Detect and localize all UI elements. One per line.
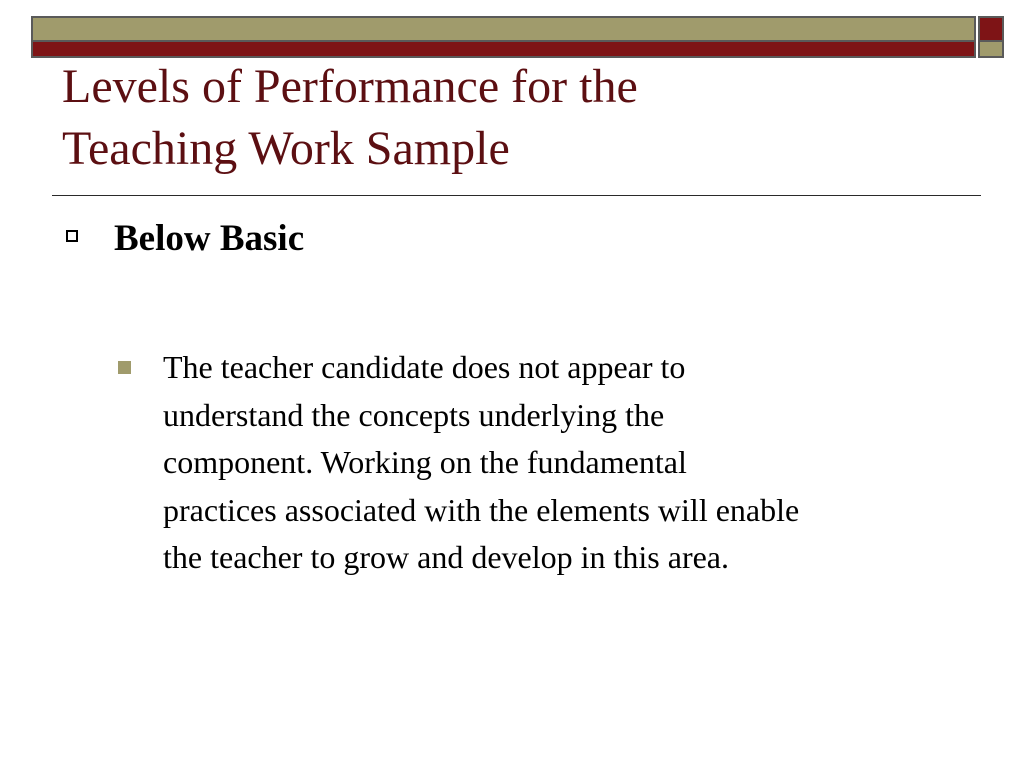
slide-title: Levels of Performance for the Teaching Work Sample [62,60,638,175]
header-square-red [978,16,1004,42]
header-square-olive [978,42,1004,58]
title-divider [52,195,981,196]
header-bar-olive [31,16,976,42]
list-item-text: The teacher candidate does not appear to understand the concepts underlying the component. Working on the fundamental practices associated with the elements will enable the teacher to grow and develop in this area. [163,349,800,575]
section-heading: Below Basic [114,218,305,259]
filled-square-bullet-icon [118,361,131,374]
hollow-square-bullet-icon [66,230,78,242]
